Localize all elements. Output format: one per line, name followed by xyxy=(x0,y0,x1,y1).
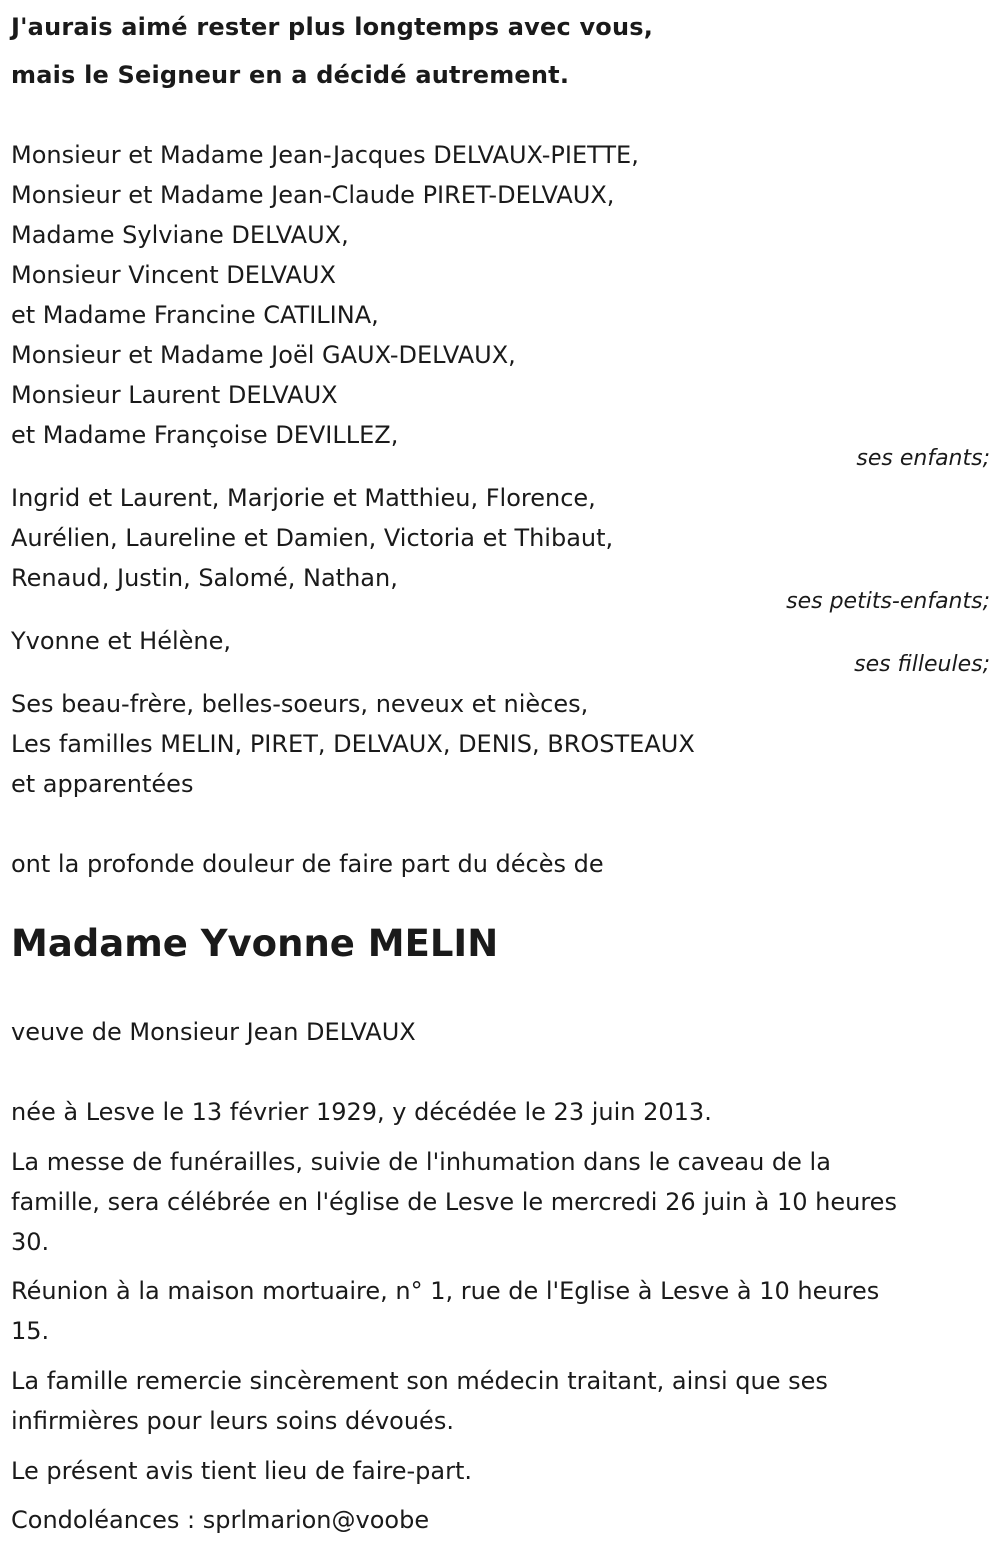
condolences: Condoléances : sprlmarion@voobe xyxy=(11,1506,430,1534)
widow-of: veuve de Monsieur Jean DELVAUX xyxy=(11,1018,416,1046)
child-line-6: Monsieur et Madame Joël GAUX-DELVAUX, xyxy=(11,341,516,369)
child-line-3: Madame Sylviane DELVAUX, xyxy=(11,221,349,249)
deceased-name: Madame Yvonne MELIN xyxy=(11,922,499,965)
goddaughters-role: ses filleules; xyxy=(854,652,990,677)
child-line-4: Monsieur Vincent DELVAUX xyxy=(11,261,336,289)
meeting-line-2: 15. xyxy=(11,1317,50,1345)
grandchild-line-3: Renaud, Justin, Salomé, Nathan, xyxy=(11,564,398,592)
grandchild-line-2: Aurélien, Laureline et Damien, Victoria et Thibaut, xyxy=(11,524,614,552)
thanks-line-2: infirmières pour leurs soins dévoués. xyxy=(11,1407,454,1435)
goddaughter-line-1: Yvonne et Hélène, xyxy=(11,627,232,655)
grandchildren-role: ses petits-enfants; xyxy=(786,589,990,614)
relatives-line-1: Ses beau-frère, belles-soeurs, neveux et nièces, xyxy=(11,690,589,718)
quote-line-2: mais le Seigneur en a décidé autrement. xyxy=(11,61,570,89)
grandchild-line-1: Ingrid et Laurent, Marjorie et Matthieu, Florence, xyxy=(11,484,596,512)
funeral-line-3: 30. xyxy=(11,1228,50,1256)
relatives-line-3: et apparentées xyxy=(11,770,194,798)
thanks-line-1: La famille remercie sincèrement son médecin traitant, ainsi que ses xyxy=(11,1367,828,1395)
child-line-1: Monsieur et Madame Jean-Jacques DELVAUX-PIETTE, xyxy=(11,141,639,169)
child-line-7: Monsieur Laurent DELVAUX xyxy=(11,381,338,409)
announcement: ont la profonde douleur de faire part du décès de xyxy=(11,850,604,878)
funeral-line-1: La messe de funérailles, suivie de l'inhumation dans le caveau de la xyxy=(11,1148,831,1176)
child-line-2: Monsieur et Madame Jean-Claude PIRET-DELVAUX, xyxy=(11,181,615,209)
children-role: ses enfants; xyxy=(856,446,990,471)
relatives-line-2: Les familles MELIN, PIRET, DELVAUX, DENIS, BROSTEAUX xyxy=(11,730,695,758)
funeral-line-2: famille, sera célébrée en l'église de Lesve le mercredi 26 juin à 10 heures xyxy=(11,1188,897,1216)
quote-line-1: J'aurais aimé rester plus longtemps avec vous, xyxy=(11,13,654,41)
notice: Le présent avis tient lieu de faire-part. xyxy=(11,1457,473,1485)
birth-death: née à Lesve le 13 février 1929, y décédée le 23 juin 2013. xyxy=(11,1098,712,1126)
child-line-5: et Madame Francine CATILINA, xyxy=(11,301,379,329)
meeting-line-1: Réunion à la maison mortuaire, n° 1, rue de l'Eglise à Lesve à 10 heures xyxy=(11,1277,880,1305)
child-line-8: et Madame Françoise DEVILLEZ, xyxy=(11,421,399,449)
